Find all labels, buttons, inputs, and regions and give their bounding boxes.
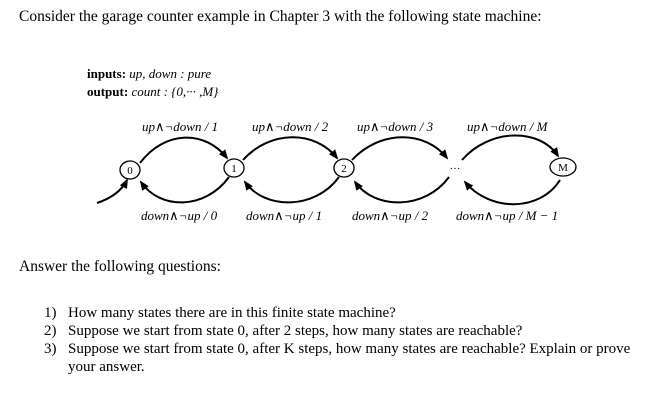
up-arc-2-dots <box>352 137 447 160</box>
up-label-3: up∧¬down / 3 <box>357 119 434 134</box>
question-item <box>44 340 654 376</box>
question-list <box>44 304 654 376</box>
question-number: 2) <box>44 323 57 339</box>
output-value: count : {0,··· ,M} <box>131 84 219 99</box>
state-2 <box>334 159 354 177</box>
up-label-2: up∧¬down / 2 <box>252 119 329 134</box>
svg-text:1: 1 <box>231 163 237 175</box>
state-1 <box>224 159 244 177</box>
svg-text:2: 2 <box>341 163 347 175</box>
intro-text: Consider the garage counter example in Chapter 3 with the following state machine: <box>19 8 542 25</box>
up-arc-dots-M <box>462 135 558 160</box>
up-arc-1-2 <box>243 137 337 160</box>
svg-text:0: 0 <box>127 165 133 177</box>
answer-prompt: Answer the following questions: <box>19 258 221 275</box>
svg-text:M: M <box>558 162 568 174</box>
inputs-label: inputs: <box>87 66 127 81</box>
down-arc-dots-2 <box>355 177 449 202</box>
initial-transition-arrow <box>97 180 127 203</box>
down-label-2: down∧¬up / 2 <box>352 208 429 223</box>
output-label: output: <box>87 84 129 99</box>
question-text: How many states there are in this finite state machine? <box>68 305 396 321</box>
down-arc-1-0 <box>141 177 229 202</box>
up-label-1: up∧¬down / 1 <box>142 119 219 134</box>
question-item <box>44 322 654 340</box>
state-ellipsis <box>450 163 461 175</box>
down-label-0: down∧¬up / 0 <box>141 208 218 223</box>
question-text: Suppose we start from state 0, after K steps, how many states are reachable? Explain or prove your answer. <box>68 341 631 375</box>
down-arc-M-dots <box>465 180 560 204</box>
question-item <box>44 304 654 322</box>
state-M <box>550 158 576 176</box>
up-arc-0-1 <box>140 138 227 163</box>
down-label-1: down∧¬up / 1 <box>246 208 323 223</box>
question-number: 3) <box>44 341 57 357</box>
inputs-value: up, down : pure <box>129 66 212 81</box>
down-arc-2-1 <box>245 177 339 202</box>
svg-text:···: ··· <box>449 163 461 175</box>
question-text: Suppose we start from state 0, after 2 steps, how many states are reachable? <box>68 323 523 339</box>
question-number: 1) <box>44 305 57 321</box>
up-label-M: up∧¬down / M <box>467 119 548 134</box>
down-label-M-1: down∧¬up / M − 1 <box>456 208 559 223</box>
state-0 <box>120 161 140 179</box>
